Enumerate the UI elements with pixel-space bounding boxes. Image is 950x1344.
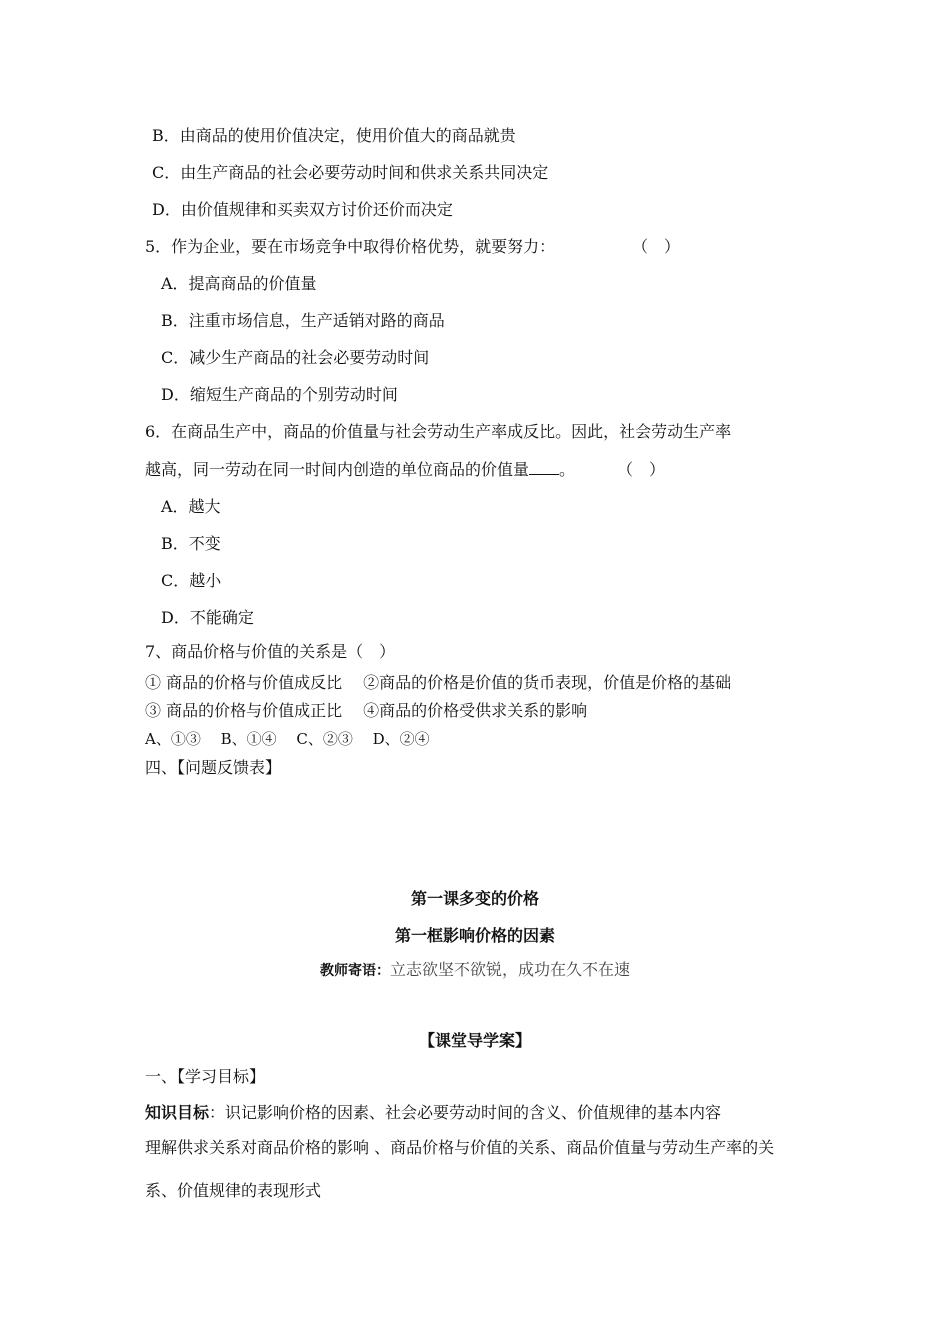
q5-option-c: C．减少生产商品的社会必要劳动时间 (161, 348, 430, 367)
q4-option-b: B．由商品的使用价值决定，使用价值大的商品就贵 (152, 126, 516, 145)
q7-statement-line1: ① 商品的价格与价值成反比 ②商品的价格是价值的货币表现，价值是价格的基础 (145, 673, 732, 692)
q5-option-b: B．注重市场信息，生产适销对路的商品 (161, 311, 445, 330)
q7-choices: A、①③ B、①④ C、②③ D、②④ (145, 730, 430, 748)
lesson-subtitle: 第一框影响价格的因素 (394, 926, 555, 945)
section-4-heading: 四、【问题反馈表】 (145, 758, 282, 777)
q6-stem-line1: 6．在商品生产中，商品的价值量与社会劳动生产率成反比。因此，社会劳动生产率 (145, 422, 732, 441)
q5-option-a: A．提高商品的价值量 (161, 274, 317, 293)
q5-stem: 5．作为企业，要在市场竞争中取得价格优势，就要努力： (145, 237, 556, 256)
q6-answer-blank (529, 460, 559, 475)
q6-stem-end: 。 (559, 460, 576, 479)
teacher-motto (0, 960, 950, 981)
classroom-guide-heading: 【课堂导学案】 (418, 1031, 531, 1050)
q6-answer-paren: （ ） (617, 460, 666, 479)
motto-label: 教师寄语： (319, 963, 390, 979)
section-1-heading: 一、【学习目标】 (145, 1067, 266, 1086)
knowledge-objective (145, 1103, 721, 1123)
q7-statement-line2: ③ 商品的价格与价值成正比 ④商品的价格受供求关系的影响 (145, 701, 588, 720)
q6-stem-line2 (145, 460, 575, 480)
q4-option-c: C．由生产商品的社会必要劳动时间和供求关系共同决定 (152, 163, 549, 182)
q6-option-b: B．不变 (161, 534, 221, 553)
understanding-objective-line2: 系、价值规律的表现形式 (145, 1181, 322, 1200)
q6-stem-text: 越高，同一劳动在同一时间内创造的单位商品的价值量 (145, 460, 530, 479)
knowledge-text: ：识记影响价格的因素、社会必要劳动时间的含义、价值规律的基本内容 (209, 1103, 722, 1122)
q6-option-a: A．越大 (161, 497, 221, 516)
understanding-objective-line1: 理解供求关系对商品价格的影响 、商品价格与价值的关系、商品价值量与劳动生产率的关 (145, 1138, 775, 1157)
knowledge-label: 知识目标 (145, 1103, 210, 1122)
q5-option-d: D．缩短生产商品的个别劳动时间 (161, 385, 398, 404)
q6-option-d: D．不能确定 (161, 608, 254, 627)
q6-option-c: C．越小 (161, 571, 222, 590)
q4-option-d: D．由价值规律和买卖双方讨价还价而决定 (152, 200, 453, 219)
lesson-title: 第一课多变的价格 (410, 889, 539, 908)
q7-stem: 7、商品价格与价值的关系是（ ） (145, 642, 396, 661)
q5-answer-paren: （ ） (632, 237, 681, 256)
motto-text: 立志欲坚不欲锐，成功在久不在速 (389, 960, 630, 979)
